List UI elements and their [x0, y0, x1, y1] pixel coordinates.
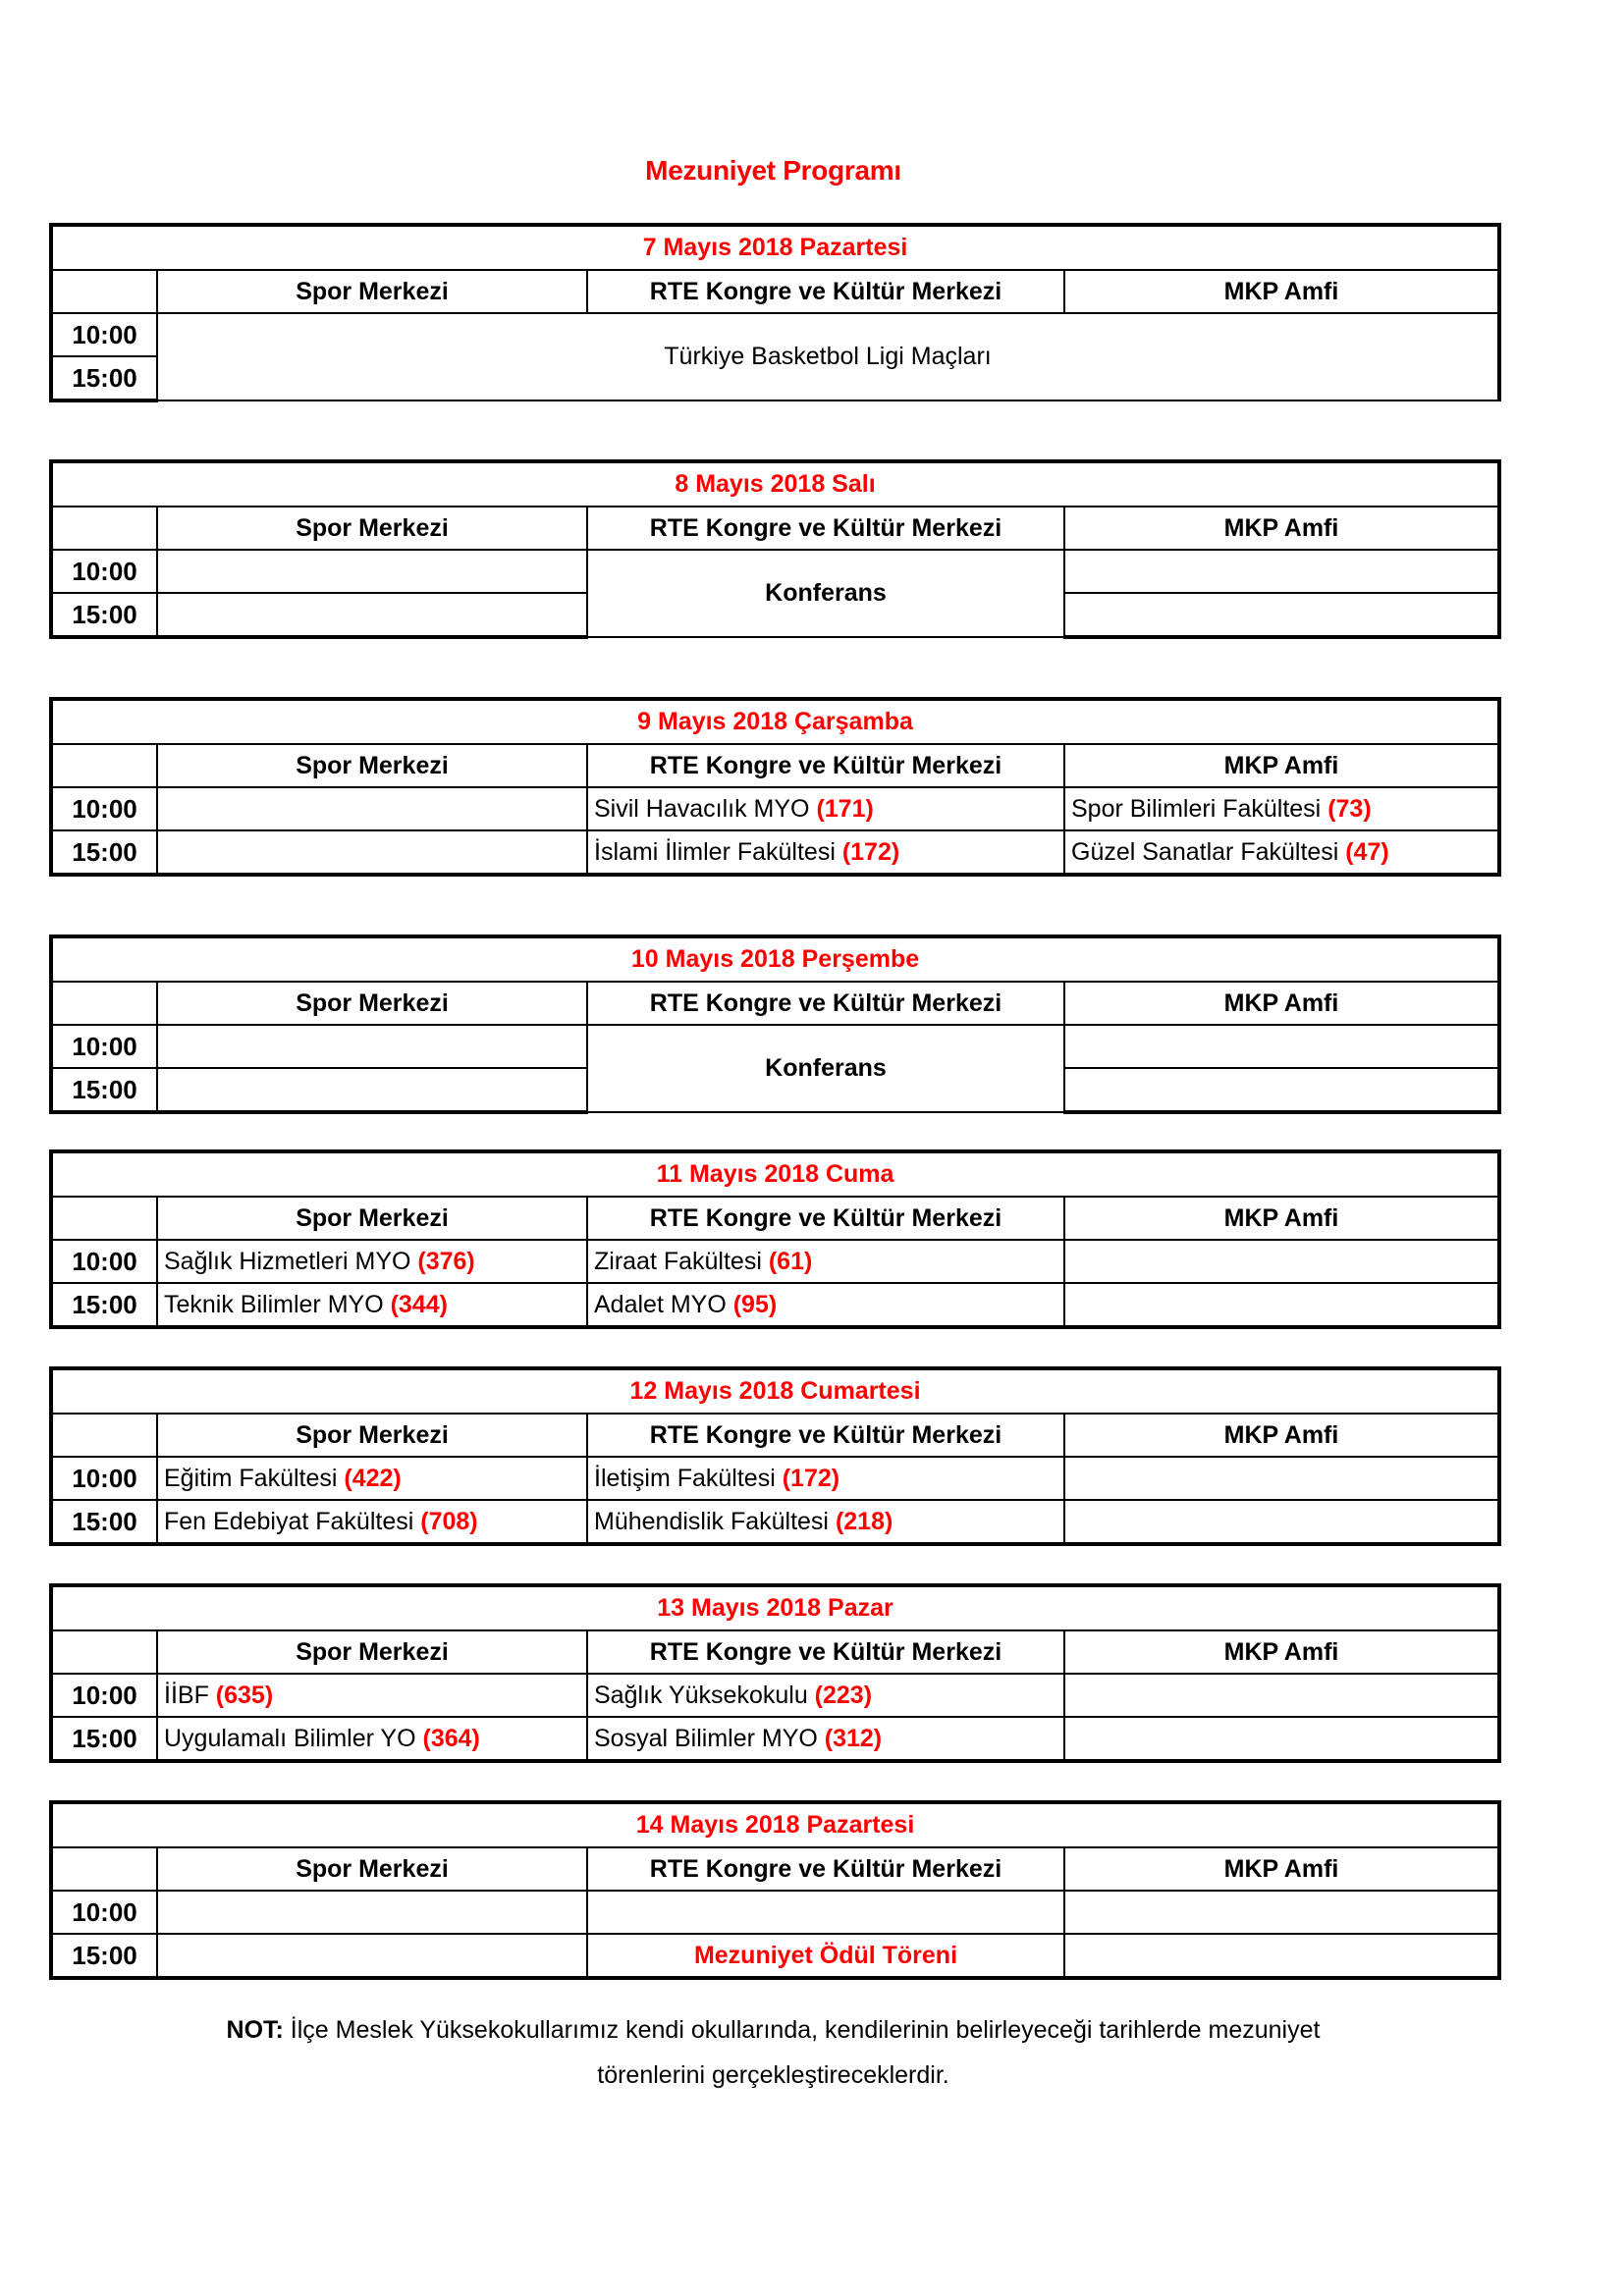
time-header	[51, 1847, 157, 1891]
time-slot: 10:00	[51, 1891, 157, 1934]
venue-header: Spor Merkezi	[157, 1630, 587, 1674]
venue-header: RTE Kongre ve Kültür Merkezi	[587, 1414, 1064, 1457]
graduate-count: (422)	[344, 1464, 402, 1492]
time-header	[51, 507, 157, 550]
day-date: 9 Mayıs 2018 Çarşamba	[51, 699, 1499, 744]
schedule-cell	[1064, 1717, 1499, 1761]
venue-header: RTE Kongre ve Kültür Merkezi	[587, 270, 1064, 313]
day-date: 7 Mayıs 2018 Pazartesi	[51, 225, 1499, 270]
venue-header: MKP Amfi	[1064, 507, 1499, 550]
time-header	[51, 744, 157, 787]
day-table	[49, 1800, 1497, 1974]
time-slot: 10:00	[51, 787, 157, 830]
schedule-cell	[587, 1717, 1064, 1761]
day-date: 13 Mayıs 2018 Pazar	[51, 1585, 1499, 1630]
day-date: 14 Mayıs 2018 Pazartesi	[51, 1802, 1499, 1847]
footnote-line-2: törenlerini gerçekleştireceklerdir.	[597, 2061, 949, 2089]
schedule-cell	[157, 1283, 587, 1327]
footnote	[49, 2007, 1497, 2098]
time-slot: 10:00	[51, 1025, 157, 1068]
graduate-count: (376)	[417, 1247, 475, 1275]
conference-cell: Konferans	[587, 1025, 1064, 1112]
venue-header: MKP Amfi	[1064, 270, 1499, 313]
schedule-cell	[1064, 787, 1499, 830]
schedule-table	[49, 1366, 1501, 1546]
schedule-table	[49, 1583, 1501, 1763]
schedule-cell	[157, 550, 587, 593]
schedule-cell	[1064, 1240, 1499, 1283]
schedule-cell	[1064, 550, 1499, 593]
faculty-name: Mühendislik Fakültesi	[594, 1507, 836, 1535]
venue-header: RTE Kongre ve Kültür Merkezi	[587, 507, 1064, 550]
time-header	[51, 1414, 157, 1457]
day-table	[49, 1366, 1497, 1540]
venue-header: RTE Kongre ve Kültür Merkezi	[587, 1847, 1064, 1891]
day-table	[49, 459, 1497, 633]
schedule-cell	[1064, 1025, 1499, 1068]
footnote-line-1	[49, 2007, 1497, 2053]
time-header	[51, 1197, 157, 1240]
schedule-cell	[157, 1891, 587, 1934]
schedule-cell	[1064, 1891, 1499, 1934]
faculty-name: Sağlık Yüksekokulu	[594, 1681, 815, 1709]
time-slot: 15:00	[51, 593, 157, 637]
faculty-name: Spor Bilimleri Fakültesi	[1071, 794, 1328, 823]
time-slot: 15:00	[51, 356, 157, 400]
schedule-cell	[587, 1891, 1064, 1934]
day-date: 10 Mayıs 2018 Perşembe	[51, 936, 1499, 982]
venue-header: RTE Kongre ve Kültür Merkezi	[587, 982, 1064, 1025]
venue-header: Spor Merkezi	[157, 982, 587, 1025]
time-slot: 10:00	[51, 1240, 157, 1283]
schedule-cell	[1064, 1500, 1499, 1544]
footnote-text-1: İlçe Meslek Yüksekokullarımız kendi okullarında, kendilerinin belirleyeceği tarihlerde mezuniyet	[283, 2016, 1321, 2044]
venue-header: MKP Amfi	[1064, 744, 1499, 787]
time-slot: 15:00	[51, 830, 157, 875]
footnote-label: NOT:	[226, 2016, 284, 2044]
day-table	[49, 934, 1497, 1108]
venue-header: Spor Merkezi	[157, 1847, 587, 1891]
graduate-count: (218)	[835, 1507, 893, 1535]
venue-header: RTE Kongre ve Kültür Merkezi	[587, 1630, 1064, 1674]
time-slot: 15:00	[51, 1717, 157, 1761]
schedule-cell	[157, 1240, 587, 1283]
graduate-count: (344)	[390, 1290, 448, 1318]
time-slot: 15:00	[51, 1283, 157, 1327]
schedule-cell	[157, 1500, 587, 1544]
schedule-cell	[157, 1934, 587, 1978]
schedule-table	[49, 459, 1501, 639]
day-date: 8 Mayıs 2018 Salı	[51, 461, 1499, 507]
venue-header: MKP Amfi	[1064, 982, 1499, 1025]
conference-cell: Konferans	[587, 550, 1064, 637]
graduate-count: (73)	[1327, 794, 1372, 823]
faculty-name: İİBF	[164, 1681, 216, 1709]
faculty-name: Sosyal Bilimler MYO	[594, 1724, 825, 1752]
schedule-cell	[587, 830, 1064, 875]
schedule-table	[49, 1800, 1501, 1980]
faculty-name: İslami İlimler Fakültesi	[594, 837, 842, 866]
schedule-cell	[1064, 1283, 1499, 1327]
time-slot: 15:00	[51, 1068, 157, 1112]
graduate-count: (223)	[814, 1681, 873, 1709]
venue-header: Spor Merkezi	[157, 744, 587, 787]
faculty-name: Fen Edebiyat Fakültesi	[164, 1507, 421, 1535]
schedule-table	[49, 697, 1501, 877]
faculty-name: Uygulamalı Bilimler YO	[164, 1724, 423, 1752]
schedule-cell	[157, 593, 587, 637]
venue-header: RTE Kongre ve Kültür Merkezi	[587, 744, 1064, 787]
venue-header: Spor Merkezi	[157, 507, 587, 550]
faculty-name: Adalet MYO	[594, 1290, 733, 1318]
graduate-count: (172)	[841, 837, 900, 866]
faculty-name: Eğitim Fakültesi	[164, 1464, 345, 1492]
schedule-cell	[157, 1025, 587, 1068]
day-date: 12 Mayıs 2018 Cumartesi	[51, 1368, 1499, 1414]
venue-header: Spor Merkezi	[157, 1414, 587, 1457]
graduate-count: (312)	[824, 1724, 883, 1752]
all-venues-event: Türkiye Basketbol Ligi Maçları	[157, 313, 1499, 400]
schedule-cell	[587, 787, 1064, 830]
schedule-cell	[157, 1457, 587, 1500]
time-slot: 10:00	[51, 1674, 157, 1717]
faculty-name: Sağlık Hizmetleri MYO	[164, 1247, 418, 1275]
time-slot: 10:00	[51, 550, 157, 593]
schedule-cell	[587, 1457, 1064, 1500]
faculty-name: Teknik Bilimler MYO	[164, 1290, 391, 1318]
schedule-table	[49, 934, 1501, 1114]
faculty-name: Güzel Sanatlar Fakültesi	[1071, 837, 1346, 866]
time-header	[51, 270, 157, 313]
graduate-count: (364)	[422, 1724, 480, 1752]
schedule-cell	[1064, 593, 1499, 637]
graduate-count: (61)	[768, 1247, 813, 1275]
time-slot: 10:00	[51, 313, 157, 356]
schedule-table	[49, 1149, 1501, 1329]
time-header	[51, 982, 157, 1025]
schedule-cell	[587, 1500, 1064, 1544]
graduate-count: (708)	[420, 1507, 478, 1535]
schedule-table	[49, 223, 1501, 402]
day-table	[49, 1583, 1497, 1757]
schedule-cell	[587, 1240, 1064, 1283]
schedule-cell	[157, 1068, 587, 1112]
schedule-cell	[587, 1674, 1064, 1717]
venue-header: RTE Kongre ve Kültür Merkezi	[587, 1197, 1064, 1240]
time-slot: 15:00	[51, 1500, 157, 1544]
time-slot: 15:00	[51, 1934, 157, 1978]
time-slot: 10:00	[51, 1457, 157, 1500]
faculty-name: İletişim Fakültesi	[594, 1464, 783, 1492]
graduate-count: (172)	[782, 1464, 840, 1492]
graduate-count: (635)	[215, 1681, 274, 1709]
faculty-name: Sivil Havacılık MYO	[594, 794, 817, 823]
schedule-cell	[1064, 1934, 1499, 1978]
schedule-cell	[157, 830, 587, 875]
graduate-count: (95)	[732, 1290, 778, 1318]
graduate-count: (171)	[816, 794, 874, 823]
venue-header: Spor Merkezi	[157, 270, 587, 313]
day-table	[49, 1149, 1497, 1323]
schedule-cell	[157, 1717, 587, 1761]
page-title: Mezuniyet Programı	[645, 155, 901, 186]
venue-header: Spor Merkezi	[157, 1197, 587, 1240]
schedule-cell	[157, 1674, 587, 1717]
time-header	[51, 1630, 157, 1674]
faculty-name: Ziraat Fakültesi	[594, 1247, 769, 1275]
graduate-count: (47)	[1345, 837, 1389, 866]
ceremony-cell: Mezuniyet Ödül Töreni	[587, 1934, 1064, 1978]
schedule-cell	[587, 1283, 1064, 1327]
schedule-cell	[1064, 1457, 1499, 1500]
schedule-cell	[157, 787, 587, 830]
venue-header: MKP Amfi	[1064, 1414, 1499, 1457]
venue-header: MKP Amfi	[1064, 1197, 1499, 1240]
venue-header: MKP Amfi	[1064, 1847, 1499, 1891]
schedule-cell	[1064, 1068, 1499, 1112]
day-table	[49, 697, 1497, 871]
venue-header: MKP Amfi	[1064, 1630, 1499, 1674]
schedule-cell	[1064, 1674, 1499, 1717]
day-date: 11 Mayıs 2018 Cuma	[51, 1151, 1499, 1197]
day-table	[49, 223, 1497, 397]
schedule-cell	[1064, 830, 1499, 875]
